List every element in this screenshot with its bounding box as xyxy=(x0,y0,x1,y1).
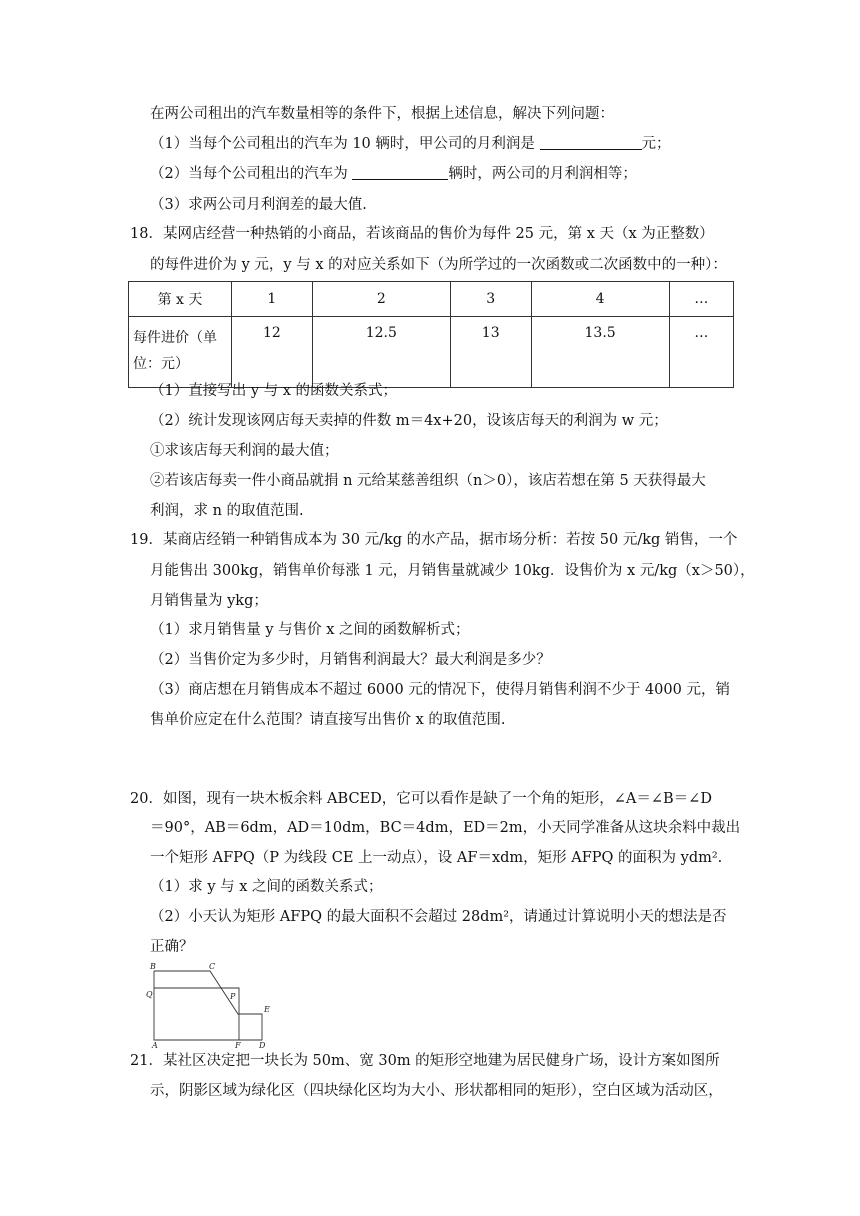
table-cell: 12.5 xyxy=(312,317,450,388)
q20-line3: 一个矩形 AFPQ（P 为线段 CE 上一动点），设 AF＝xdm，矩形 AFPQ 的面积为 ydm². xyxy=(150,850,723,866)
q19-line3: 月销售量为 ykg； xyxy=(150,593,268,609)
q17-part1 xyxy=(150,134,671,154)
label-a: A xyxy=(152,1041,158,1048)
label-e: E xyxy=(264,1005,270,1014)
label-d: D xyxy=(259,1041,266,1048)
q19-sub3-line2: 售单价应定在什么范围？请直接写出售价 x 的取值范围. xyxy=(150,712,506,728)
q17-part3: （3）求两公司月利润差的最大值. xyxy=(150,197,367,213)
table-row xyxy=(129,317,734,388)
q17-part2-text: （2）当每个公司租出的汽车为 xyxy=(150,166,353,182)
price-table xyxy=(128,281,734,388)
table-row-header xyxy=(129,317,232,388)
label-f: F xyxy=(235,1041,241,1048)
row-header-line2: 位：元） xyxy=(133,356,189,372)
answer-blank[interactable] xyxy=(352,165,448,180)
q18-line1: 18．某网店经营一种热销的小商品，若该商品的售价为每件 25 元，第 x 天（x 为正整数） xyxy=(130,226,714,242)
q20-sub1: （1）求 y 与 x 之间的函数关系式； xyxy=(150,879,383,895)
intro-text: 在两公司租出的汽车数量相等的条件下，根据上述信息，解决下列问题： xyxy=(150,106,614,122)
q19-sub2: （2）当售价定为多少时，月销售利润最大？最大利润是多少？ xyxy=(150,652,551,668)
q20-line2: ＝90°，AB＝6dm，AD＝10dm，BC＝4dm，ED＝2m，小天同学准备从这块余料中裁出 xyxy=(150,820,741,836)
board-outline xyxy=(154,971,262,1040)
q20-line1: 20．如图，现有一块木板余料 ABCED，它可以看作是缺了一个角的矩形，∠A＝∠B＝∠D xyxy=(130,791,712,807)
table-cell: 1 xyxy=(232,282,313,317)
q20-sub2-line1: （2）小天认为矩形 AFPQ 的最大面积不会超过 28dm²，请通过计算说明小天的想法是否 xyxy=(150,909,727,925)
board-figure xyxy=(140,958,280,1048)
table-cell: 4 xyxy=(531,282,669,317)
table-cell: … xyxy=(669,282,733,317)
q17-part2 xyxy=(150,164,637,184)
q18-sub2b-line2: 利润，求 n 的取值范围. xyxy=(150,503,304,519)
q17-part1-text: （1）当每个公司租出的汽车为 10 辆时，甲公司的月利润是 xyxy=(150,136,540,152)
label-p: P xyxy=(230,992,236,1001)
q17-part1-unit: 元； xyxy=(641,136,671,152)
q19-sub1: （1）求月销售量 y 与售价 x 之间的函数解析式； xyxy=(150,622,470,638)
answer-blank[interactable] xyxy=(540,135,642,150)
q18-line2: 的每件进价为 y 元，y 与 x 的对应关系如下（为所学过的一次函数或二次函数中的一种）： xyxy=(150,257,727,273)
q18-sub2a: ①求该店每天利润的最大值； xyxy=(150,443,339,459)
q18-sub1: （1）直接写出 y 与 x 的函数关系式； xyxy=(150,383,398,399)
label-q: Q xyxy=(146,990,153,999)
q21-line2: 示，阴影区域为绿化区（四块绿化区均为大小、形状都相同的矩形），空白区域为活动区， xyxy=(150,1083,723,1099)
q18-sub2b-line1: ②若该店每卖一件小商品就捐 n 元给某慈善组织（n＞0），该店若想在第 5 天获得最大 xyxy=(150,473,706,489)
table-cell: 13.5 xyxy=(531,317,669,388)
table-cell: 第 x 天 xyxy=(129,282,232,317)
table-cell: 2 xyxy=(312,282,450,317)
q19-sub3-line1: （3）商店想在月销售成本不超过 6000 元的情况下，使得月销售利润不少于 4000 元，销 xyxy=(150,682,730,698)
table-cell: 13 xyxy=(450,317,531,388)
q19-line2: 月能售出 300kg，销售单价每涨 1 元，月销售量就减少 10kg．设售价为 x 元/kg（x＞50）， xyxy=(150,563,755,579)
table-cell: 3 xyxy=(450,282,531,317)
row-header-line1: 每件进价（单 xyxy=(133,330,217,346)
label-b: B xyxy=(150,962,156,971)
table-cell: 12 xyxy=(232,317,313,388)
table-cell: … xyxy=(669,317,733,388)
table-row xyxy=(129,282,734,317)
q19-line1: 19．某商店经销一种销售成本为 30 元/kg 的水产品，据市场分析：若按 50 元/kg 销售，一个 xyxy=(130,532,738,548)
q20-sub2-line2: 正确？ xyxy=(150,939,194,955)
q18-sub2: （2）统计发现该网店每天卖掉的件数 m＝4x+20，设该店每天的利润为 w 元； xyxy=(150,413,668,429)
label-c: C xyxy=(209,962,216,971)
q21-line1: 21．某社区决定把一块长为 50m、宽 30m 的矩形空地建为居民健身广场，设计方案如图所 xyxy=(130,1053,720,1069)
q17-part2-unit: 辆时，两公司的月利润相等； xyxy=(448,166,637,182)
